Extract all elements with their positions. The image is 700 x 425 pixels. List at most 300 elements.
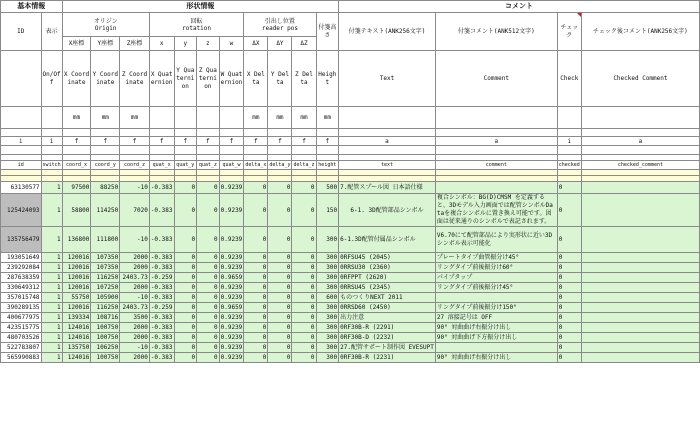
cell-coord-x[interactable]: 120016 [62,283,91,293]
cell-coord-z[interactable]: 2000 [120,253,150,263]
data-row[interactable] [1,293,700,303]
cell-checked[interactable]: 0 [557,293,581,303]
cell-quat-z[interactable]: 0 [197,182,220,194]
cell-quat-x[interactable]: -0.383 [149,194,174,227]
cell-checked[interactable]: 0 [557,343,581,353]
cell-delta-z[interactable]: 0 [292,253,316,263]
cell-switch[interactable]: 1 [41,303,62,313]
spacer-cell [244,146,268,155]
cell-coord-x[interactable]: 139334 [62,313,91,323]
data-row[interactable] [1,353,700,363]
cell-height[interactable]: 500 [316,182,339,194]
cell-coord-x[interactable]: 120016 [62,253,91,263]
cell-comment[interactable]: パイプタップ [435,273,557,283]
cell-id[interactable]: 480703526 [1,333,42,343]
cell-quat-w[interactable]: 0.9239 [219,182,244,194]
cell-quat-y[interactable]: 0 [174,194,197,227]
cell-height[interactable]: 300 [316,343,339,353]
data-row[interactable] [1,313,700,323]
cell-delta-z[interactable]: 0 [292,303,316,313]
header-height: 付箋高さ [316,13,339,51]
cell-quat-y[interactable]: 0 [174,263,197,273]
cell-checked[interactable]: 0 [557,313,581,323]
cell-delta-y[interactable]: 0 [268,323,292,333]
cell-quat-w[interactable]: 0.9239 [220,324,243,331]
cell-delta-z[interactable]: 0 [292,194,316,227]
cell-checked-comment[interactable] [581,227,699,253]
cell-switch[interactable]: 1 [41,194,62,227]
cell-comment[interactable]: リングタイプ前後振分け150° [435,303,557,313]
cell-coord-z[interactable]: -10 [120,182,150,194]
cell-quat-w[interactable]: 0.9239 [220,254,243,261]
cell-coord-x[interactable]: 97500 [62,182,91,194]
cell-height[interactable]: 300 [316,263,339,273]
cell-text[interactable]: 7.配管スプール図 日本語仕様 [339,182,436,194]
cell-height[interactable]: 300 [316,323,339,333]
cell-delta-y[interactable]: 0 [268,353,292,363]
cell-quat-z[interactable]: 0 [197,343,220,353]
cell-quat-y[interactable]: 0 [174,283,197,293]
cell-text[interactable]: 0RFPPT (2620) [339,273,436,283]
field-name-cell: quat_w [219,161,244,170]
cell-quat-x[interactable]: -0.383 [150,264,173,271]
field-name-cell: coord_y [91,161,120,170]
cell-coord-z[interactable]: 2000 [120,283,150,293]
cell-quat-y[interactable]: 0 [174,293,197,303]
spacer-cell [62,146,91,155]
data-row[interactable] [1,253,700,263]
type-cell: f [244,137,268,146]
cell-delta-y[interactable]: 0 [268,227,292,253]
cell-checked[interactable]: 0 [557,333,581,343]
cell-quat-w[interactable]: 0.9239 [219,227,244,253]
cell-delta-y[interactable]: 0 [268,273,292,283]
cell-checked[interactable]: 0 [557,182,581,194]
en-header-cell: X Delta [244,51,268,107]
header-x-coord: X座標 [62,37,91,51]
cell-quat-y[interactable]: 0 [174,323,197,333]
cell-delta-y[interactable]: 0 [268,253,292,263]
cell-coord-x[interactable]: 124016 [62,353,91,363]
cell-delta-x[interactable]: 0 [244,194,268,227]
cell-quat-z[interactable]: 0 [197,333,220,343]
group-rotation: 回転 rotation [149,13,244,37]
cell-coord-x[interactable]: 136800 [62,227,91,253]
cell-delta-z[interactable]: 0 [292,313,316,323]
cell-coord-y[interactable]: 107350 [91,253,120,263]
cell-coord-z[interactable]: -10 [120,227,150,253]
data-row[interactable] [1,343,700,353]
cell-id[interactable]: 565990883 [1,353,42,363]
cell-delta-z[interactable]: 0 [292,263,316,273]
cell-delta-z[interactable]: 0 [292,283,316,293]
cell-comment[interactable]: 90° 対曲曲げ右振分け出し [435,323,557,333]
cell-coord-x[interactable]: 124016 [62,333,91,343]
cell-text[interactable]: 0RFSU45 (2045) [339,253,436,263]
cell-coord-z[interactable]: -10 [120,343,150,353]
data-row[interactable] [1,303,700,313]
cell-checked[interactable]: 0 [557,323,581,333]
en-header-cell: X Coordinate [62,51,91,107]
cell-coord-x[interactable]: 135750 [62,343,91,353]
cell-height[interactable]: 300 [316,313,339,323]
unit-cell: mm [244,107,268,129]
cell-quat-x[interactable]: -0.383 [149,227,174,253]
cell-quat-w[interactable]: 0.9239 [219,194,244,227]
cell-checked-comment[interactable] [581,303,699,313]
cell-quat-x[interactable]: -0.383 [150,294,173,301]
cell-id[interactable]: 287638359 [1,273,42,283]
cell-coord-y[interactable]: 105900 [91,293,120,303]
cell-delta-x[interactable]: 0 [244,313,268,323]
cell-quat-w[interactable]: 0.9659 [220,274,243,281]
unit-cell: mm [62,107,91,129]
spacer-cell [435,129,557,137]
cell-comment[interactable]: 90° 対曲曲げ右振分け出し [435,353,557,363]
data-row[interactable] [1,323,700,333]
cell-height[interactable]: 150 [316,194,339,227]
spacer-cell [149,129,174,137]
cell-coord-y[interactable]: 116250 [91,273,120,283]
cell-id[interactable]: 135756479 [1,227,42,253]
cell-quat-x[interactable]: -0.383 [150,324,173,331]
cell-delta-z[interactable]: 0 [292,343,316,353]
cell-checked[interactable]: 0 [557,303,581,313]
cell-checked[interactable]: 0 [557,283,581,293]
type-cell: i [41,137,62,146]
cell-comment[interactable] [435,182,557,194]
cell-quat-w[interactable]: 0.9659 [220,304,243,311]
cell-coord-z[interactable]: 2403.73 [120,273,150,283]
cell-quat-z[interactable]: 0 [197,323,220,333]
cell-coord-y[interactable]: 88250 [91,182,120,194]
cell-switch[interactable]: 1 [41,253,62,263]
cell-height[interactable]: 300 [316,227,339,253]
data-row[interactable] [1,227,700,253]
field-name-cell: delta_y [269,161,291,168]
spacer-cell [219,146,244,155]
cell-coord-x[interactable]: 55750 [62,293,91,303]
field-name-row [1,161,700,170]
cell-delta-y[interactable]: 0 [268,303,292,313]
cell-id[interactable]: 423515775 [1,323,42,333]
cell-quat-z[interactable]: 0 [197,227,220,253]
cell-delta-x[interactable]: 0 [244,303,268,313]
cell-text[interactable]: 0RRSD60 (2450) [339,303,436,313]
cell-delta-z[interactable]: 0 [292,353,316,363]
cell-delta-z[interactable]: 0 [292,273,316,283]
cell-coord-x[interactable]: 120016 [62,263,91,273]
cell-quat-z[interactable]: 0 [197,273,220,283]
cell-quat-x[interactable]: -0.383 [150,344,173,351]
cell-text[interactable]: 6-1.3D配管付属品シンボル [339,227,436,253]
cell-checked[interactable]: 0 [557,353,581,363]
cell-delta-x[interactable]: 0 [244,333,268,343]
cell-height[interactable]: 300 [316,353,339,363]
header-y-coord: Y座標 [91,37,120,51]
cell-quat-z[interactable]: 0 [197,293,220,303]
cell-coord-y[interactable]: 100750 [91,323,120,333]
cell-height[interactable]: 300 [316,253,339,263]
spacer-cell [91,129,120,137]
cell-comment[interactable]: リングタイプ前後振分け45° [435,283,557,293]
cell-coord-z[interactable]: 2000 [120,263,150,273]
section-comment: コメント [339,1,700,13]
spacer-cell [268,129,292,137]
cell-switch[interactable]: 1 [41,227,62,253]
cell-switch[interactable]: 1 [41,293,62,303]
cell-id[interactable]: 330649312 [1,283,42,293]
cell-text[interactable]: 0RF30B-D (2232) [339,333,436,343]
unit-cell [41,107,62,129]
cell-height[interactable]: 300 [316,273,339,283]
cell-quat-w[interactable]: 0.9239 [220,314,243,321]
cell-checked-comment[interactable] [581,343,699,353]
cell-checked-comment[interactable] [581,293,699,303]
cell-quat-x[interactable]: -0.383 [149,182,174,194]
cell-quat-y[interactable]: 0 [174,313,197,323]
cell-height[interactable]: 300 [316,333,339,343]
unit-cell [149,107,174,129]
cell-switch[interactable]: 1 [41,273,62,283]
cell-quat-y[interactable]: 0 [174,227,197,253]
cell-delta-y[interactable]: 0 [268,343,292,353]
data-row[interactable] [1,182,700,194]
cell-id[interactable]: 400677975 [1,313,42,323]
data-row[interactable] [1,273,700,283]
cell-checked[interactable]: 0 [557,194,581,227]
cell-checked-comment[interactable] [581,323,699,333]
cell-delta-y[interactable]: 0 [268,293,292,303]
cell-comment[interactable] [435,343,557,353]
header-delta-z: ΔZ [292,37,316,51]
data-row[interactable] [1,333,700,343]
cell-quat-x[interactable]: -0.383 [150,314,173,321]
cell-checked-comment[interactable] [581,353,699,363]
cell-delta-y[interactable]: 0 [268,333,292,343]
cell-height[interactable]: 600 [316,293,339,303]
cell-switch[interactable]: 1 [41,182,62,194]
cell-coord-x[interactable]: 58800 [62,194,91,227]
cell-coord-x[interactable]: 120016 [62,303,91,313]
unit-cell [219,107,244,129]
spacer-row [1,129,700,137]
cell-quat-x[interactable]: -0.383 [150,354,173,361]
cell-checked-comment[interactable] [581,333,699,343]
cell-quat-y[interactable]: 0 [174,273,197,283]
cell-id[interactable]: 522783807 [1,343,42,353]
data-row[interactable] [1,194,700,227]
cell-text[interactable]: ものつくりNEXT 2011 [339,293,436,303]
cell-delta-z[interactable]: 0 [292,323,316,333]
cell-quat-y[interactable]: 0 [174,253,197,263]
spacer-cell [292,129,316,137]
type-cell: f [120,137,150,146]
cell-quat-x[interactable]: -0.383 [150,254,173,261]
cell-id[interactable]: 239292084 [1,263,42,273]
cell-text[interactable]: 0RF30B-R (2231) [339,353,436,363]
cell-comment[interactable]: 複合シンボル：BG(D)CMSM を定義すると、3Dモデル入力画面では配管シンボルDataを複合シンボルに置き換え可能です。図面は従来通りのシンボルで表記されます。 [435,194,557,227]
cell-delta-z[interactable]: 0 [292,182,316,194]
cell-id[interactable]: 357015748 [1,293,42,303]
cell-checked-comment[interactable] [581,273,699,283]
spacer-cell [120,129,150,137]
cell-coord-y[interactable]: 116250 [91,303,120,313]
cell-comment[interactable]: 90° 対曲曲げ下方振分け出し [435,333,557,343]
spacer-cell [174,129,197,137]
header-check: チェック [557,13,581,51]
cell-delta-x[interactable]: 0 [244,343,268,353]
cell-coord-y[interactable]: 114250 [91,194,120,227]
cell-switch[interactable]: 1 [41,283,62,293]
cell-text[interactable]: 0RRSU45 (2345) [339,283,436,293]
cell-comment[interactable] [435,293,557,303]
cell-delta-y[interactable]: 0 [268,182,292,194]
cell-switch[interactable]: 1 [41,313,62,323]
cell-delta-y[interactable]: 0 [268,194,292,227]
cell-coord-y[interactable]: 108716 [91,313,120,323]
cell-checked-comment[interactable] [581,283,699,293]
cell-checked-comment[interactable] [581,253,699,263]
type-cell: a [581,137,699,146]
cell-switch[interactable]: 1 [41,263,62,273]
cell-quat-x[interactable]: -0.259 [150,274,173,281]
cell-switch[interactable]: 1 [41,353,62,363]
cell-coord-y[interactable]: 106250 [91,343,120,353]
cell-quat-y[interactable]: 0 [174,303,197,313]
cell-checked[interactable]: 0 [557,227,581,253]
cell-quat-z[interactable]: 0 [197,253,220,263]
cell-quat-y[interactable]: 0 [174,333,197,343]
cell-height[interactable]: 300 [316,303,339,313]
cell-text[interactable]: 6-1. 3D配管部品シンボル [339,194,436,227]
cell-checked[interactable]: 0 [557,263,581,273]
cell-id[interactable]: 63130577 [1,182,42,194]
cell-text[interactable]: 出力注意 [339,313,436,323]
cell-quat-x[interactable]: -0.259 [150,304,173,311]
header-delta-y: ΔY [268,37,292,51]
cell-switch[interactable]: 1 [41,323,62,333]
cell-checked[interactable]: 0 [557,273,581,283]
unit-cell: mm [292,107,316,129]
cell-coord-z[interactable]: 2000 [120,353,150,363]
cell-checked-comment[interactable] [581,182,699,194]
data-row[interactable] [1,263,700,273]
cell-delta-x[interactable]: 0 [244,293,268,303]
cell-delta-y[interactable]: 0 [268,313,292,323]
en-header-cell: Z Coordinate [120,51,150,107]
cell-quat-z[interactable]: 0 [197,353,220,363]
cell-checked[interactable]: 0 [557,253,581,263]
unit-cell [339,107,436,129]
cell-coord-z[interactable]: 3500 [120,313,150,323]
cell-coord-z[interactable]: 7020 [120,194,150,227]
en-header-cell: Comment [435,51,557,107]
cell-delta-x[interactable]: 0 [244,323,268,333]
cell-text[interactable]: 0RF30B-R (2291) [339,323,436,333]
cell-coord-x[interactable]: 124016 [62,323,91,333]
cell-quat-z[interactable]: 0 [197,263,220,273]
cell-delta-x[interactable]: 0 [244,227,268,253]
spacer-cell [557,129,581,137]
cell-quat-z[interactable]: 0 [197,283,220,293]
cell-checked-comment[interactable] [581,263,699,273]
en-header-cell: Height [316,51,339,107]
unit-cell [1,107,42,129]
cell-delta-y[interactable]: 0 [268,263,292,273]
data-row[interactable] [1,283,700,293]
cell-text[interactable]: 0RRSU30 (2360) [339,263,436,273]
cell-id[interactable]: 193051649 [1,253,42,263]
cell-quat-w[interactable]: 0.9239 [220,334,243,341]
cell-coord-y[interactable]: 100750 [91,333,120,343]
unit-cell [174,107,197,129]
cell-quat-z[interactable]: 0 [197,313,220,323]
cell-quat-y[interactable]: 0 [174,182,197,194]
cell-delta-x[interactable]: 0 [244,263,268,273]
field-name-cell: delta_z [293,161,315,168]
cell-coord-z[interactable]: 2000 [120,333,150,343]
cell-quat-w[interactable]: 0.9239 [220,264,243,271]
cell-delta-x[interactable]: 0 [244,182,268,194]
cell-height[interactable]: 300 [316,283,339,293]
cell-quat-w[interactable]: 0.9239 [220,344,243,351]
cell-delta-x[interactable]: 0 [244,283,268,293]
cell-delta-z[interactable]: 0 [292,293,316,303]
cell-coord-y[interactable]: 107250 [91,283,120,293]
cell-delta-z[interactable]: 0 [292,333,316,343]
cell-coord-z[interactable]: -10 [120,293,150,303]
cell-quat-w[interactable]: 0.9239 [220,354,243,361]
cell-comment[interactable]: リングタイプ前後振分け60° [435,263,557,273]
cell-quat-x[interactable]: -0.383 [150,284,173,291]
cell-quat-z[interactable]: 0 [197,194,220,227]
cell-text[interactable]: 27.配管サポート制作図 EVESUPT [340,344,434,351]
cell-coord-y[interactable]: 107350 [91,263,120,273]
cell-quat-z[interactable]: 0 [197,303,220,313]
cell-quat-w[interactable]: 0.9239 [220,284,243,291]
spacer-cell [197,146,220,155]
spacer-cell [316,129,339,137]
cell-delta-x[interactable]: 0 [244,253,268,263]
cell-comment[interactable]: 27 溶接記号は OFF [435,313,557,323]
cell-coord-x[interactable]: 120016 [62,273,91,283]
cell-delta-x[interactable]: 0 [244,353,268,363]
cell-quat-y[interactable]: 0 [174,343,197,353]
cell-checked-comment[interactable] [581,194,699,227]
cell-checked-comment[interactable] [581,313,699,323]
cell-coord-z[interactable]: 2403.73 [120,303,150,313]
cell-coord-y[interactable]: 111800 [91,227,120,253]
cell-switch[interactable]: 1 [41,343,62,353]
type-cell: f [62,137,91,146]
cell-comment[interactable]: プレートタイプ曲管振分け45° [435,253,557,263]
en-header-cell: X Quaternion [149,51,174,107]
cell-quat-w[interactable]: 0.9239 [220,294,243,301]
type-cell: a [435,137,557,146]
cell-id[interactable]: 125424093 [1,194,42,227]
cell-comment[interactable]: V6.70にて配管部品により実形状に近い3Dシンボル表示可能化 [435,227,557,253]
cell-quat-y[interactable]: 0 [174,353,197,363]
cell-coord-z[interactable]: 2000 [120,323,150,333]
cell-switch[interactable]: 1 [41,333,62,343]
cell-id[interactable]: 390289135 [1,303,42,313]
cell-coord-y[interactable]: 100750 [91,353,120,363]
cell-delta-y[interactable]: 0 [268,283,292,293]
cell-quat-x[interactable]: -0.383 [150,334,173,341]
cell-delta-x[interactable]: 0 [244,273,268,283]
cell-delta-z[interactable]: 0 [292,227,316,253]
